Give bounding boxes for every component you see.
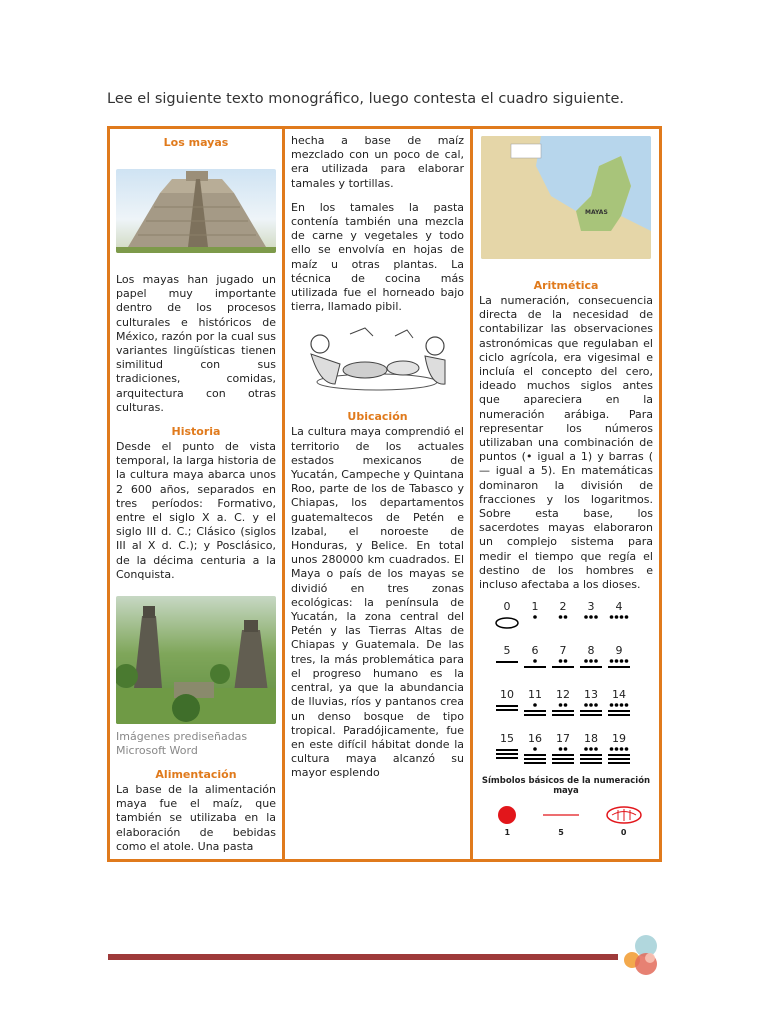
maya-glyph-icon <box>549 745 577 765</box>
red-shell-icon <box>604 804 644 826</box>
map-label: MAYAS <box>585 209 608 216</box>
numeral-value: 0 <box>503 600 511 614</box>
column-aritmetica <box>473 129 659 859</box>
numeral-cell <box>549 644 577 680</box>
basic-symbols <box>485 804 655 837</box>
numeral-cell <box>521 644 549 680</box>
content-table <box>107 126 662 862</box>
symbol-zero-label: 0 <box>620 828 627 838</box>
numeral-value: 6 <box>531 644 539 658</box>
numeral-value: 8 <box>587 644 595 658</box>
maya-glyph-icon <box>493 657 521 677</box>
heading-aritmetica: Aritmética <box>533 279 599 292</box>
maya-glyph-icon <box>521 657 549 677</box>
symbol-zero <box>604 804 644 837</box>
numeral-cell <box>577 644 605 680</box>
red-bar-icon <box>541 804 581 826</box>
symbol-one <box>496 804 518 837</box>
numeral-cell <box>605 644 633 680</box>
heading-alimentacion: Alimentación <box>155 768 237 782</box>
numeral-cell <box>605 732 633 768</box>
maya-glyph-icon <box>549 701 577 721</box>
numeral-cell <box>493 688 521 724</box>
numerals-caption: Símbolos básicos de la numeración maya <box>481 776 651 797</box>
numeral-cell <box>493 600 521 636</box>
numeral-cell <box>549 732 577 768</box>
maya-glyph-icon <box>605 613 633 633</box>
maya-glyph-icon <box>549 613 577 633</box>
numeral-cell <box>521 600 549 636</box>
footer-divider <box>108 954 618 960</box>
maya-glyph-icon <box>577 657 605 677</box>
intro-instruction: Lee el siguiente texto monográfico, luego contesta el cuadro siguiente. <box>107 91 625 107</box>
maya-numerals-table <box>493 600 653 768</box>
numeral-cell <box>577 688 605 724</box>
numeral-value: 19 <box>612 732 626 746</box>
numeral-value: 10 <box>500 688 514 702</box>
numeral-value: 1 <box>531 600 539 614</box>
numeral-cell <box>605 600 633 636</box>
numeral-row <box>493 644 653 680</box>
numeral-cell <box>521 732 549 768</box>
column-los-mayas <box>110 129 285 859</box>
column-alimentacion-ubicacion <box>285 129 473 859</box>
maya-glyph-icon <box>577 745 605 765</box>
cooking-illustration <box>295 324 460 396</box>
maya-glyph-icon <box>577 701 605 721</box>
red-dot-icon <box>496 804 518 826</box>
symbol-five-label: 5 <box>558 828 564 838</box>
numeral-cell <box>605 688 633 724</box>
maya-glyph-icon <box>493 745 521 765</box>
maya-glyph-icon <box>521 745 549 765</box>
maya-glyph-icon <box>605 701 633 721</box>
paragraph-ubicacion: La cultura maya comprendió el territorio de los actuales estados mexicanos de Yucatán, Campeche y Quintana Roo, parte de los de Tabasco y Chiapas, los departamentos guatemaltecos de Petén e Izabal, el noroeste de Honduras, y Belice. En total unos 280000 km cuadrados. El Maya o país de los mayas se dividió en tres zonas ecológicas: la península de Yucatán, la zona central del Petén y las Tierras Altas de Chiapas y Guatemala. De las tres, la más problemática para el progreso humano es la central, ya que la abundancia de lluvias, ríos y pantanos crea un denso bosque de tipo tropical. Paradójicamente, fue en este difícil hábitat donde la cultura maya alcanzó su mayor esplendo <box>291 425 464 780</box>
ruins-image <box>116 596 276 724</box>
numeral-value: 16 <box>528 732 542 746</box>
maya-glyph-icon <box>605 657 633 677</box>
numeral-value: 12 <box>556 688 570 702</box>
maya-glyph-icon <box>493 701 521 721</box>
numeral-value: 11 <box>528 688 542 702</box>
heading-los-mayas: Los mayas <box>163 136 229 149</box>
numeral-value: 3 <box>587 600 595 614</box>
numeral-row <box>493 600 653 636</box>
maya-glyph-icon <box>521 613 549 633</box>
numeral-value: 17 <box>556 732 570 746</box>
maya-glyph-icon <box>493 613 521 633</box>
numeral-value: 14 <box>612 688 626 702</box>
numeral-value: 2 <box>559 600 567 614</box>
paragraph-tamales: En los tamales la pasta contenía también una mezcla de carne y vegetales y todo ello se envolvía en hojas de maíz u otras plantas. La técnica de cocina más utilizada fue el horneado bajo tierra, llamado pibil. <box>291 200 464 314</box>
logo-circles <box>620 934 662 978</box>
maya-glyph-icon <box>521 701 549 721</box>
numeral-cell <box>493 644 521 680</box>
numeral-cell <box>549 600 577 636</box>
symbol-five <box>541 804 581 837</box>
numeral-cell <box>549 688 577 724</box>
numeral-cell <box>493 732 521 768</box>
numeral-value: 5 <box>503 644 511 658</box>
paragraph-aritmetica: La numeración, consecuencia directa de la necesidad de contabilizar las observaciones astronómicas que regulaban el ciclo agrícola, era vigesimal e incluía el concepto del cero, ideado muchos siglos antes que apareciera en la numeración arábiga. Para representar los números utilizaban una combinación de puntos (• igual a 1) y barras ( — igual a 5). En matemáticas dominaron la división de fracciones y los logaritmos. Sobre esta base, los sacerdotes mayas elaboraron un complejo sistema para medir el tiempo que regía el destino de los hombres e incluso afectaba a los dioses. <box>479 294 653 592</box>
image-caption: Imágenes prediseñadas Microsoft Word <box>116 730 248 758</box>
numeral-row <box>493 688 653 724</box>
maya-glyph-icon <box>605 745 633 765</box>
symbol-one-label: 1 <box>504 828 511 838</box>
paragraph-alimentacion <box>116 783 276 854</box>
heading-ubicacion: Ubicación <box>347 410 408 424</box>
paragraph-historia: Desde el punto de vista temporal, la larga historia de la cultura maya abarca unos 2 600 años, separados en tres períodos: Formativo, entre el siglo X a. C. y el siglo III d. C.; Clásico (siglos III al X d. C.); y Posclásico, de la décima centuria a la Conquista. <box>116 440 276 581</box>
numeral-value: 13 <box>584 688 598 702</box>
numeral-value: 15 <box>500 732 514 746</box>
numeral-value: 18 <box>584 732 598 746</box>
maya-glyph-icon <box>577 613 605 633</box>
numeral-cell <box>577 732 605 768</box>
paragraph-intro-mayas: Los mayas han jugado un papel muy importante dentro de los procesos culturales e históricos de México, razón por la cual sus variantes lingüísticas tienen similitud con sus tradiciones, comidas, arquitectura con otras culturas. <box>116 273 276 414</box>
heading-historia: Historia <box>171 425 221 439</box>
maya-map-image <box>481 136 651 259</box>
numeral-cell <box>521 688 549 724</box>
numeral-cell <box>577 600 605 636</box>
paragraph-pasta: hecha a base de maíz mezclado con un poco de cal, era utilizada para elaborar tamales y tortillas. <box>291 134 464 190</box>
numeral-value: 9 <box>615 644 623 658</box>
pyramid-illustration <box>116 169 276 253</box>
pyramid-image <box>116 169 276 253</box>
numeral-row <box>493 732 653 768</box>
alimentacion-text: La base de la alimentación maya fue el maíz, que también se utilizaba en la elaboración de bebidas como el atole. Una pasta <box>116 783 276 853</box>
logo-icon <box>620 934 662 978</box>
maya-glyph-icon <box>549 657 577 677</box>
ruins-illustration <box>116 596 276 724</box>
numeral-value: 4 <box>615 600 623 614</box>
numeral-value: 7 <box>559 644 567 658</box>
